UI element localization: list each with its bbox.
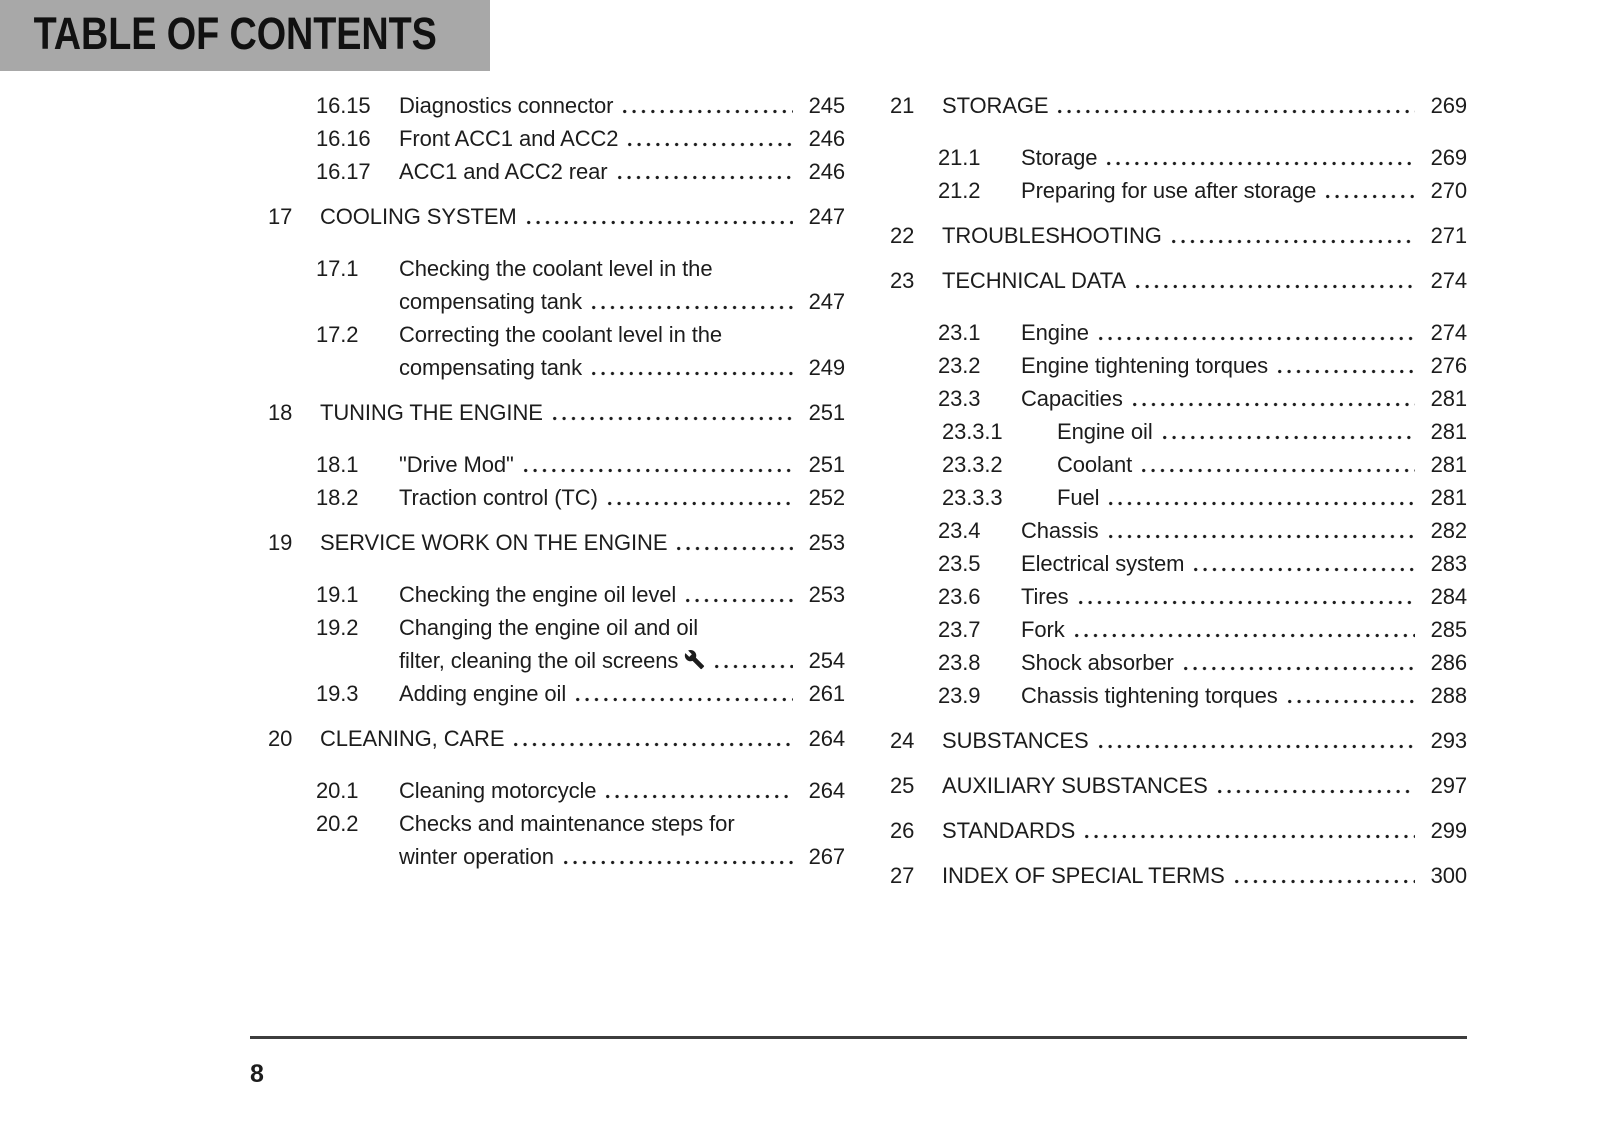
dot-leader xyxy=(1167,219,1415,252)
entry-number: 23.6 xyxy=(938,584,981,609)
dot-leader xyxy=(1179,646,1415,679)
entry-number: 23.4 xyxy=(938,518,981,543)
entry-number: 22 xyxy=(890,223,915,248)
entry-title: SERVICE WORK ON THE ENGINE xyxy=(320,530,668,555)
entry-title: INDEX OF SPECIAL TERMS xyxy=(942,863,1225,888)
entry-title: Shock absorber xyxy=(1021,650,1174,675)
toc-entry-16.16[interactable] xyxy=(268,122,845,155)
toc-entry-23.1[interactable] xyxy=(890,316,1467,349)
entry-number: 18.1 xyxy=(316,452,359,477)
entry-number: 16.16 xyxy=(316,126,371,151)
entry-number: 20.2 xyxy=(316,811,359,836)
toc-entry-line xyxy=(938,349,1467,382)
entry-title: Checking the engine oil level xyxy=(399,582,677,607)
entry-page: 286 xyxy=(1430,650,1467,675)
entry-number: 23.3 xyxy=(938,386,981,411)
toc-entry-line xyxy=(942,415,1467,448)
toc-entry-line xyxy=(938,580,1467,613)
dot-leader xyxy=(1053,89,1415,122)
entry-title: AUXILIARY SUBSTANCES xyxy=(942,773,1208,798)
entry-number: 21.2 xyxy=(938,178,981,203)
dot-leader xyxy=(1273,349,1415,382)
toc-entry-line xyxy=(316,89,845,122)
table-of-contents xyxy=(268,89,1467,892)
entry-number: 17.1 xyxy=(316,256,359,281)
entry-title: STANDARDS xyxy=(942,818,1076,843)
toc-entry-23.3.1[interactable] xyxy=(890,415,1467,448)
toc-entry-line xyxy=(316,677,845,710)
dot-leader xyxy=(613,155,793,188)
toc-entry-line xyxy=(316,122,845,155)
entry-page: 246 xyxy=(808,159,845,184)
entry-title: TROUBLESHOOTING xyxy=(942,223,1162,248)
toc-entry-line xyxy=(316,285,845,318)
toc-column-left xyxy=(268,89,845,892)
toc-entry-18[interactable] xyxy=(268,396,845,429)
toc-entry-23.5[interactable] xyxy=(890,547,1467,580)
entry-title: ACC1 and ACC2 rear xyxy=(399,159,608,184)
entry-number: 21 xyxy=(890,93,915,118)
toc-entry-20[interactable] xyxy=(268,722,845,755)
entry-page: 299 xyxy=(1430,818,1467,843)
toc-entry-line xyxy=(316,578,845,611)
entry-title: Chassis xyxy=(1021,518,1099,543)
dot-leader xyxy=(1137,448,1415,481)
entry-title: Preparing for use after storage xyxy=(1021,178,1317,203)
dot-leader xyxy=(1189,547,1415,580)
entry-page: 261 xyxy=(808,681,845,706)
entry-number: 23.9 xyxy=(938,683,981,708)
dot-leader xyxy=(1213,769,1415,802)
dot-leader xyxy=(1104,514,1415,547)
entry-page: 274 xyxy=(1430,320,1467,345)
entry-page: 253 xyxy=(808,582,845,607)
toc-entry-22[interactable] xyxy=(890,219,1467,252)
entry-number: 23 xyxy=(890,268,915,293)
toc-entry-19.3[interactable] xyxy=(268,677,845,710)
entry-title: Correcting the coolant level in the xyxy=(399,322,723,347)
entry-number: 19 xyxy=(268,530,293,555)
entry-number: 19.3 xyxy=(316,681,359,706)
entry-page: 253 xyxy=(808,530,845,555)
entry-page: 271 xyxy=(1430,223,1467,248)
entry-number: 23.7 xyxy=(938,617,981,642)
entry-number: 18 xyxy=(268,400,293,425)
page-header xyxy=(0,0,490,71)
dot-leader xyxy=(1158,415,1415,448)
entry-number: 17 xyxy=(268,204,293,229)
toc-entry-line xyxy=(938,382,1467,415)
entry-number: 26 xyxy=(890,818,915,843)
dot-leader xyxy=(522,200,793,233)
toc-entry-line xyxy=(890,814,1467,847)
entry-page: 251 xyxy=(808,400,845,425)
entry-title: Traction control (TC) xyxy=(399,485,598,510)
entry-number: 24 xyxy=(890,728,915,753)
entry-page: 300 xyxy=(1430,863,1467,888)
entry-number: 23.3.3 xyxy=(942,485,1003,510)
entry-title: TECHNICAL DATA xyxy=(942,268,1126,293)
entry-title: Engine xyxy=(1021,320,1089,345)
dot-leader xyxy=(1230,859,1415,892)
entry-number: 17.2 xyxy=(316,322,359,347)
toc-entry-21[interactable] xyxy=(890,89,1467,122)
entry-number: 23.5 xyxy=(938,551,981,576)
entry-page: 270 xyxy=(1430,178,1467,203)
entry-title: "Drive Mod" xyxy=(399,452,514,477)
toc-entry-line xyxy=(890,724,1467,757)
toc-entry-line xyxy=(268,526,845,559)
entry-page: 288 xyxy=(1430,683,1467,708)
entry-title: compensating tank xyxy=(399,355,582,380)
entry-number: 23.2 xyxy=(938,353,981,378)
toc-entry-21.1[interactable] xyxy=(890,141,1467,174)
entry-title: filter, cleaning the oil screens xyxy=(399,648,679,673)
toc-entry-19.1[interactable] xyxy=(268,578,845,611)
entry-title: compensating tank xyxy=(399,289,582,314)
dot-leader xyxy=(618,89,793,122)
toc-entry-23.7[interactable] xyxy=(890,613,1467,646)
toc-entry-line xyxy=(316,448,845,481)
entry-title: Diagnostics connector xyxy=(399,93,614,118)
entry-page: 269 xyxy=(1430,145,1467,170)
toc-entry-16.17[interactable] xyxy=(268,155,845,188)
entry-title: Tires xyxy=(1021,584,1069,609)
toc-entry-25[interactable] xyxy=(890,769,1467,802)
toc-entry-18.2[interactable] xyxy=(268,481,845,514)
toc-entry-21.2[interactable] xyxy=(890,174,1467,207)
entry-number: 16.15 xyxy=(316,93,371,118)
toc-entry-23.8[interactable] xyxy=(890,646,1467,679)
dot-leader xyxy=(603,481,793,514)
wrench-icon xyxy=(684,649,705,670)
toc-entry-19[interactable] xyxy=(268,526,845,559)
toc-entry-line xyxy=(890,859,1467,892)
toc-entry-line xyxy=(938,646,1467,679)
entry-number: 21.1 xyxy=(938,145,981,170)
toc-entry-23.9[interactable] xyxy=(890,679,1467,712)
dot-leader xyxy=(587,351,793,384)
entry-page: 269 xyxy=(1430,93,1467,118)
dot-leader xyxy=(681,578,793,611)
entry-title: Checks and maintenance steps for xyxy=(399,811,735,836)
toc-entry-23.3[interactable] xyxy=(890,382,1467,415)
dot-leader xyxy=(1321,174,1415,207)
toc-entry-17.1[interactable] xyxy=(268,252,845,318)
toc-entry-line xyxy=(890,89,1467,122)
entry-title: Storage xyxy=(1021,145,1098,170)
toc-entry-17[interactable] xyxy=(268,200,845,233)
toc-entry-27[interactable] xyxy=(890,859,1467,892)
entry-number: 20.1 xyxy=(316,778,359,803)
toc-entry-line xyxy=(316,840,845,873)
entry-number: 23.3.2 xyxy=(942,452,1003,477)
entry-title: COOLING SYSTEM xyxy=(320,204,517,229)
entry-title: Coolant xyxy=(1057,452,1133,477)
toc-entry-line xyxy=(316,644,845,677)
dot-leader xyxy=(623,122,793,155)
toc-entry-17.2[interactable] xyxy=(268,318,845,384)
toc-entry-18.1[interactable] xyxy=(268,448,845,481)
toc-entry-line xyxy=(938,547,1467,580)
entry-page: 245 xyxy=(808,93,845,118)
entry-title: winter operation xyxy=(399,844,554,869)
entry-page: 251 xyxy=(808,452,845,477)
entry-page: 254 xyxy=(808,648,845,673)
dot-leader xyxy=(1094,316,1415,349)
entry-page: 252 xyxy=(808,485,845,510)
toc-entry-line xyxy=(316,807,845,840)
dot-leader xyxy=(1080,814,1415,847)
toc-entry-line xyxy=(942,448,1467,481)
dot-leader xyxy=(710,644,793,677)
dot-leader xyxy=(1070,613,1415,646)
toc-entry-line xyxy=(316,252,845,285)
entry-number: 23.8 xyxy=(938,650,981,675)
toc-entry-line xyxy=(942,481,1467,514)
entry-title: STORAGE xyxy=(942,93,1049,118)
toc-entry-23[interactable] xyxy=(890,264,1467,297)
dot-leader xyxy=(509,722,793,755)
entry-page: 281 xyxy=(1430,386,1467,411)
entry-page: 293 xyxy=(1430,728,1467,753)
entry-title: Fork xyxy=(1021,617,1065,642)
toc-entry-23.4[interactable] xyxy=(890,514,1467,547)
dot-leader xyxy=(559,840,793,873)
dot-leader xyxy=(1104,481,1415,514)
entry-title: SUBSTANCES xyxy=(942,728,1089,753)
entry-title: Changing the engine oil and oil xyxy=(399,615,699,640)
entry-number: 27 xyxy=(890,863,915,888)
dot-leader xyxy=(1128,382,1415,415)
toc-entry-24[interactable] xyxy=(890,724,1467,757)
dot-leader xyxy=(672,526,793,559)
entry-page: 282 xyxy=(1430,518,1467,543)
entry-page: 281 xyxy=(1430,419,1467,444)
entry-title: Chassis tightening torques xyxy=(1021,683,1278,708)
toc-entry-line xyxy=(938,316,1467,349)
toc-entry-line xyxy=(938,613,1467,646)
dot-leader xyxy=(601,774,793,807)
page-title: TABLE OF CONTENTS xyxy=(33,8,437,59)
page-footer xyxy=(250,1036,1467,1089)
toc-entry-20.1[interactable] xyxy=(268,774,845,807)
entry-title: CLEANING, CARE xyxy=(320,726,505,751)
toc-entry-23.3.3[interactable] xyxy=(890,481,1467,514)
entry-page: 264 xyxy=(808,726,845,751)
toc-entry-23.2[interactable] xyxy=(890,349,1467,382)
entry-page: 281 xyxy=(1430,485,1467,510)
toc-entry-line xyxy=(938,141,1467,174)
toc-entry-line xyxy=(938,174,1467,207)
entry-title: Electrical system xyxy=(1021,551,1185,576)
entry-page: 247 xyxy=(808,289,845,314)
entry-title: Engine tightening torques xyxy=(1021,353,1269,378)
dot-leader xyxy=(519,448,793,481)
entry-page: 283 xyxy=(1430,551,1467,576)
entry-page: 276 xyxy=(1430,353,1467,378)
entry-number: 23.1 xyxy=(938,320,981,345)
entry-number: 20 xyxy=(268,726,293,751)
entry-title: TUNING THE ENGINE xyxy=(320,400,543,425)
entry-title: Fuel xyxy=(1057,485,1100,510)
entry-title: Checking the coolant level in the xyxy=(399,256,713,281)
entry-number: 25 xyxy=(890,773,915,798)
entry-number: 18.2 xyxy=(316,485,359,510)
dot-leader xyxy=(1094,724,1415,757)
toc-entry-line xyxy=(316,481,845,514)
toc-column-right xyxy=(890,89,1467,892)
entry-number: 19.2 xyxy=(316,615,359,640)
dot-leader xyxy=(548,396,793,429)
entry-page: 249 xyxy=(808,355,845,380)
toc-entry-line xyxy=(268,722,845,755)
toc-entry-line xyxy=(316,155,845,188)
entry-page: 281 xyxy=(1430,452,1467,477)
dot-leader xyxy=(571,677,793,710)
dot-leader xyxy=(1074,580,1415,613)
toc-entry-line xyxy=(268,396,845,429)
toc-entry-line xyxy=(316,351,845,384)
entry-number: 23.3.1 xyxy=(942,419,1003,444)
toc-entry-line xyxy=(316,318,845,351)
toc-entry-20.2[interactable] xyxy=(268,807,845,873)
toc-entry-line xyxy=(938,679,1467,712)
entry-title: Capacities xyxy=(1021,386,1123,411)
entry-page: 274 xyxy=(1430,268,1467,293)
toc-entry-line xyxy=(890,769,1467,802)
toc-entry-23.3.2[interactable] xyxy=(890,448,1467,481)
toc-entry-16.15[interactable] xyxy=(268,89,845,122)
toc-entry-23.6[interactable] xyxy=(890,580,1467,613)
entry-page: 284 xyxy=(1430,584,1467,609)
dot-leader xyxy=(1131,264,1415,297)
toc-entry-26[interactable] xyxy=(890,814,1467,847)
entry-page: 246 xyxy=(808,126,845,151)
toc-entry-line xyxy=(890,219,1467,252)
entry-page: 285 xyxy=(1430,617,1467,642)
entry-title: Adding engine oil xyxy=(399,681,567,706)
entry-title: Cleaning motorcycle xyxy=(399,778,597,803)
toc-entry-line xyxy=(268,200,845,233)
entry-number: 19.1 xyxy=(316,582,359,607)
entry-number: 16.17 xyxy=(316,159,371,184)
toc-entry-line xyxy=(938,514,1467,547)
dot-leader xyxy=(1102,141,1415,174)
entry-page: 297 xyxy=(1430,773,1467,798)
entry-title: Engine oil xyxy=(1057,419,1153,444)
entry-page: 267 xyxy=(808,844,845,869)
dot-leader xyxy=(1283,679,1415,712)
toc-entry-line xyxy=(316,611,845,644)
page-number: 8 xyxy=(250,1060,264,1088)
footer-rule xyxy=(250,1036,1467,1039)
toc-entry-19.2[interactable] xyxy=(268,611,845,677)
toc-entry-line xyxy=(890,264,1467,297)
entry-title: Front ACC1 and ACC2 xyxy=(399,126,619,151)
dot-leader xyxy=(587,285,793,318)
entry-page: 264 xyxy=(808,778,845,803)
toc-entry-line xyxy=(316,774,845,807)
entry-page: 247 xyxy=(808,204,845,229)
